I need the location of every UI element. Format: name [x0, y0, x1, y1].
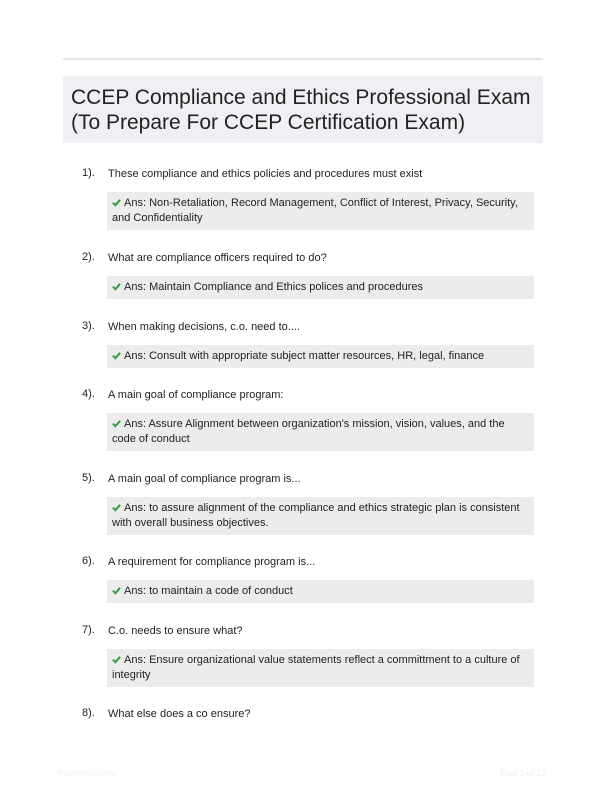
question-item-2 [63, 251, 543, 293]
check-icon [112, 503, 121, 512]
question-item-7 [63, 624, 543, 681]
check-icon [112, 655, 121, 664]
answer-box [107, 192, 534, 230]
document-title-box [63, 76, 543, 143]
answer-box [107, 497, 534, 535]
question-text: A main goal of compliance program: [108, 389, 284, 401]
answer-box [107, 413, 534, 451]
answer-text: Ans: Ensure organizational value statements reflect a committment to a culture of integrity [112, 654, 520, 681]
question-number: 8). [82, 707, 95, 719]
check-icon [112, 419, 121, 428]
answer-box [107, 276, 534, 299]
answer-text: Ans: Non-Retaliation, Record Management, Conflict of Interest, Privacy, Security, and Confidentiality [112, 197, 518, 224]
answer-text: Ans: Consult with appropriate subject matter resources, HR, legal, finance [124, 350, 485, 362]
question-number: 2). [82, 251, 95, 263]
question-item-3 [63, 320, 543, 362]
check-icon [112, 282, 121, 291]
question-text: A requirement for compliance program is... [108, 556, 316, 568]
question-item-4 [63, 388, 543, 445]
question-item-5 [63, 472, 543, 529]
document-title-line-2: (To Prepare For CCEP Certification Exam) [71, 111, 466, 134]
answer-text: Ans: to assure alignment of the compliance and ethics strategic plan is consistent with overall business objectives. [112, 502, 520, 529]
check-icon [112, 198, 121, 207]
question-number: 5). [82, 472, 95, 484]
footer-page-number: Page 1 of 22 [500, 768, 546, 778]
question-number: 7). [82, 624, 95, 636]
check-icon [112, 351, 121, 360]
question-number: 3). [82, 320, 95, 332]
document-title-line-1: CCEP Compliance and Ethics Professional Exam [71, 86, 531, 109]
question-text: These compliance and ethics policies and procedures must exist [108, 168, 423, 180]
check-icon [112, 586, 121, 595]
question-text: What else does a co ensure? [108, 708, 251, 720]
question-text: A main goal of compliance program is... [108, 473, 301, 485]
answer-text: Ans: Maintain Compliance and Ethics polices and procedures [124, 281, 423, 293]
question-text: When making decisions, c.o. need to.... [108, 321, 300, 333]
question-number: 6). [82, 555, 95, 567]
question-number: 1). [82, 167, 95, 179]
top-divider [63, 58, 543, 60]
answer-box [107, 580, 534, 603]
answer-box [107, 345, 534, 368]
answer-text: Ans: Assure Alignment between organization's mission, vision, values, and the code of conduct [112, 418, 505, 445]
question-item-8 [63, 707, 543, 727]
footer-site-watermark: Paperhub.com [58, 768, 117, 778]
question-item-1 [63, 167, 543, 224]
question-number: 4). [82, 388, 95, 400]
question-text: What are compliance officers required to do? [108, 252, 327, 264]
question-text: C.o. needs to ensure what? [108, 625, 243, 637]
answer-box [107, 649, 534, 687]
answer-text: Ans: to maintain a code of conduct [124, 585, 293, 597]
question-item-6 [63, 555, 543, 597]
